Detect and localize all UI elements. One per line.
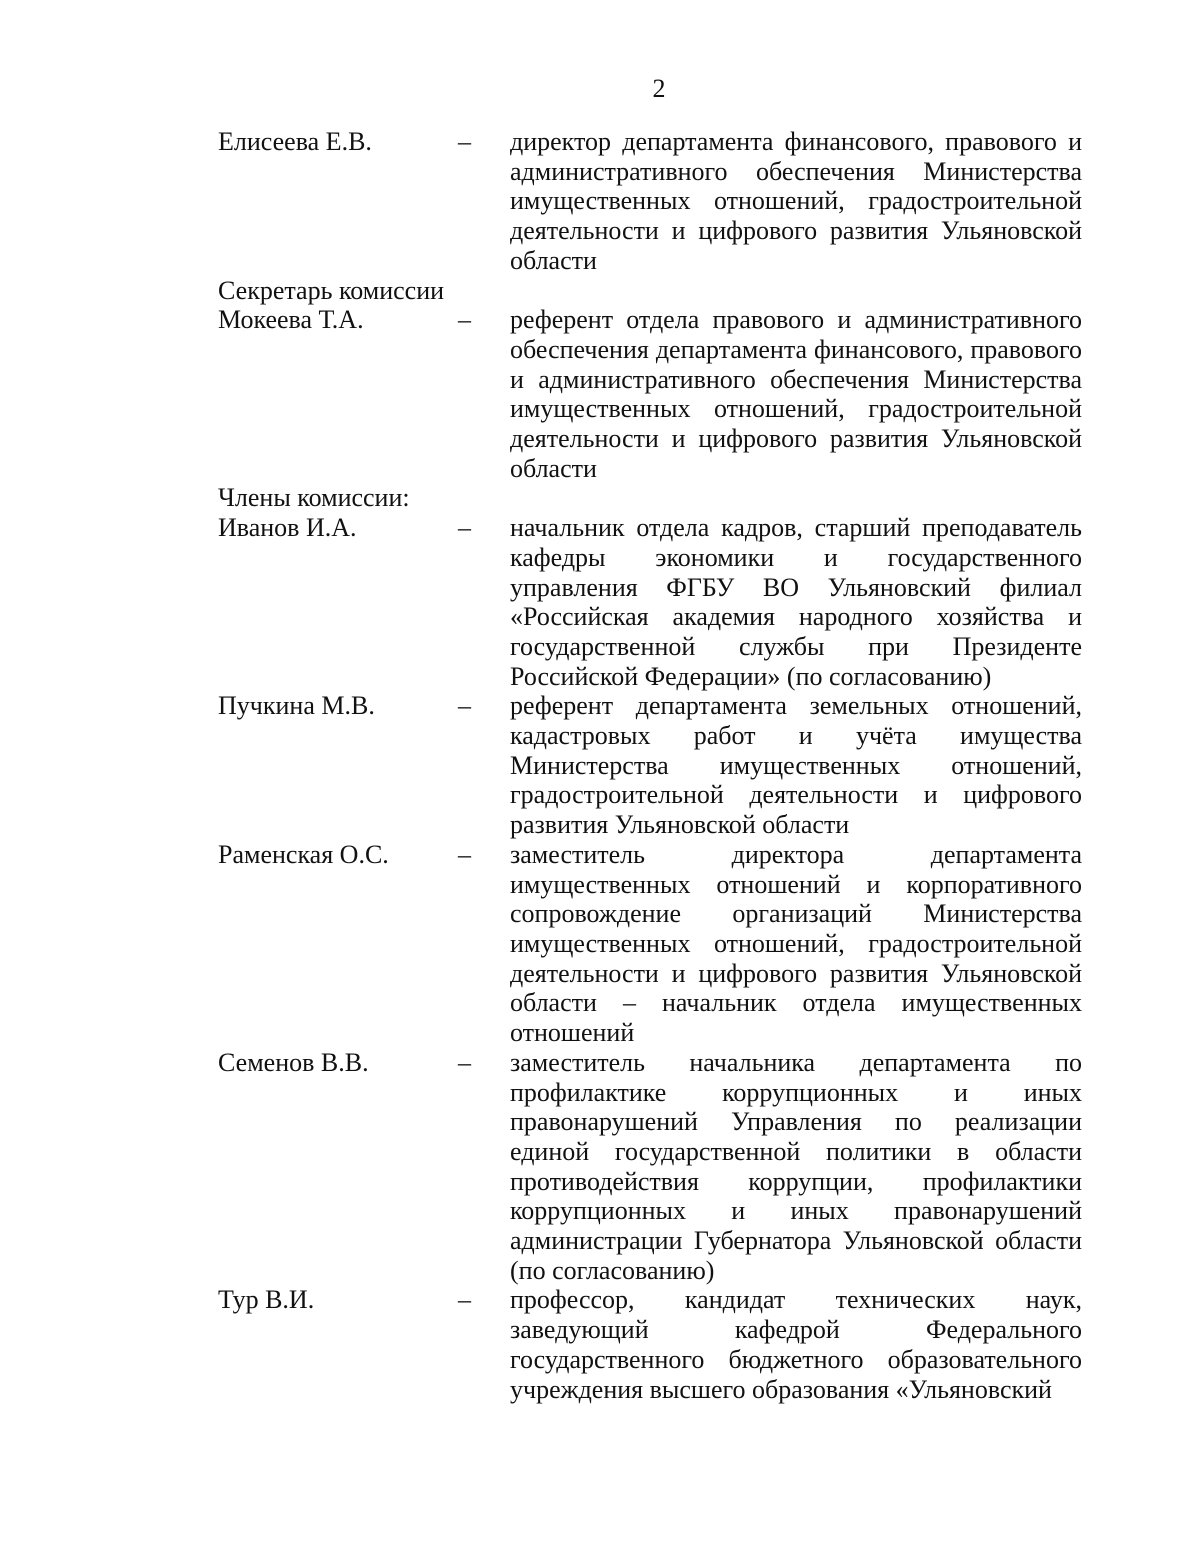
member-name: Пучкина М.В. [218, 691, 375, 721]
list-item [0, 1048, 1200, 1286]
member-position: референт департамента земельных отношений, кадастровых работ и учёта имущества Министерства имущественных отношений, градостроительной деятельности и цифрового развития Ульяновской области [510, 691, 1082, 840]
member-position: начальник отдела кадров, старший преподаватель кафедры экономики и государственного управления ФГБУ ВО Ульяновский филиал «Российская академия народного хозяйства и государственной службы при Президенте Российской Федерации» (по согласованию) [510, 513, 1082, 691]
commission-list [0, 127, 1200, 1404]
list-item [0, 840, 1200, 1048]
member-position: профессор, кандидат технических наук, заведующий кафедрой Федерального государственного бюджетного образовательного учреждения высшего образования «Ульяновский [510, 1285, 1082, 1404]
dash-separator: – [458, 127, 471, 156]
secretary-heading: Секретарь комиссии [218, 275, 445, 305]
member-name: Тур В.И. [218, 1285, 315, 1315]
member-position: заместитель директора департамента имущественных отношений и корпоративного сопровождение организаций Министерства имущественных отношений, градостроительной деятельности и цифрового развития Ульяновской области – начальник отдела имущественных отношений [510, 839, 1082, 1048]
member-position: заместитель начальника департамента по профилактике коррупционных и иных правонарушений Управления по реализации единой государственной политики в области противодействия коррупции, профилактики коррупционных и иных правонарушений администрации Губернатора Ульяновской области (по согласованию) [510, 1047, 1082, 1285]
page-number: 2 [652, 74, 666, 103]
members-heading: Члены комиссии: [218, 483, 410, 513]
dash-separator: – [458, 839, 471, 869]
member-name: Раменская О.С. [218, 839, 389, 869]
member-name: Семенов В.В. [218, 1047, 369, 1077]
dash-separator: – [458, 1285, 471, 1315]
dash-separator: – [458, 305, 471, 335]
member-name: Мокеева Т.А. [218, 305, 364, 335]
dash-separator: – [458, 513, 471, 543]
dash-separator: – [458, 691, 471, 721]
member-name: Елисеева Е.В. [218, 127, 372, 156]
list-item [0, 127, 1200, 276]
list-item [0, 513, 1200, 691]
member-position: директор департамента финансового, правового и административного обеспечения Министерства имущественных отношений, градостроительной деятельности и цифрового развития Ульяновской области [510, 127, 1082, 275]
member-name: Иванов И.А. [218, 513, 357, 543]
list-item [0, 691, 1200, 840]
member-position: референт отдела правового и административного обеспечения департамента финансового, правового и административного обеспечения Министерства имущественных отношений, градостроительной деятельности и цифрового развития Ульяновской области [510, 305, 1082, 483]
dash-separator: – [458, 1047, 471, 1077]
list-item [0, 1285, 1200, 1404]
list-item [0, 305, 1200, 483]
